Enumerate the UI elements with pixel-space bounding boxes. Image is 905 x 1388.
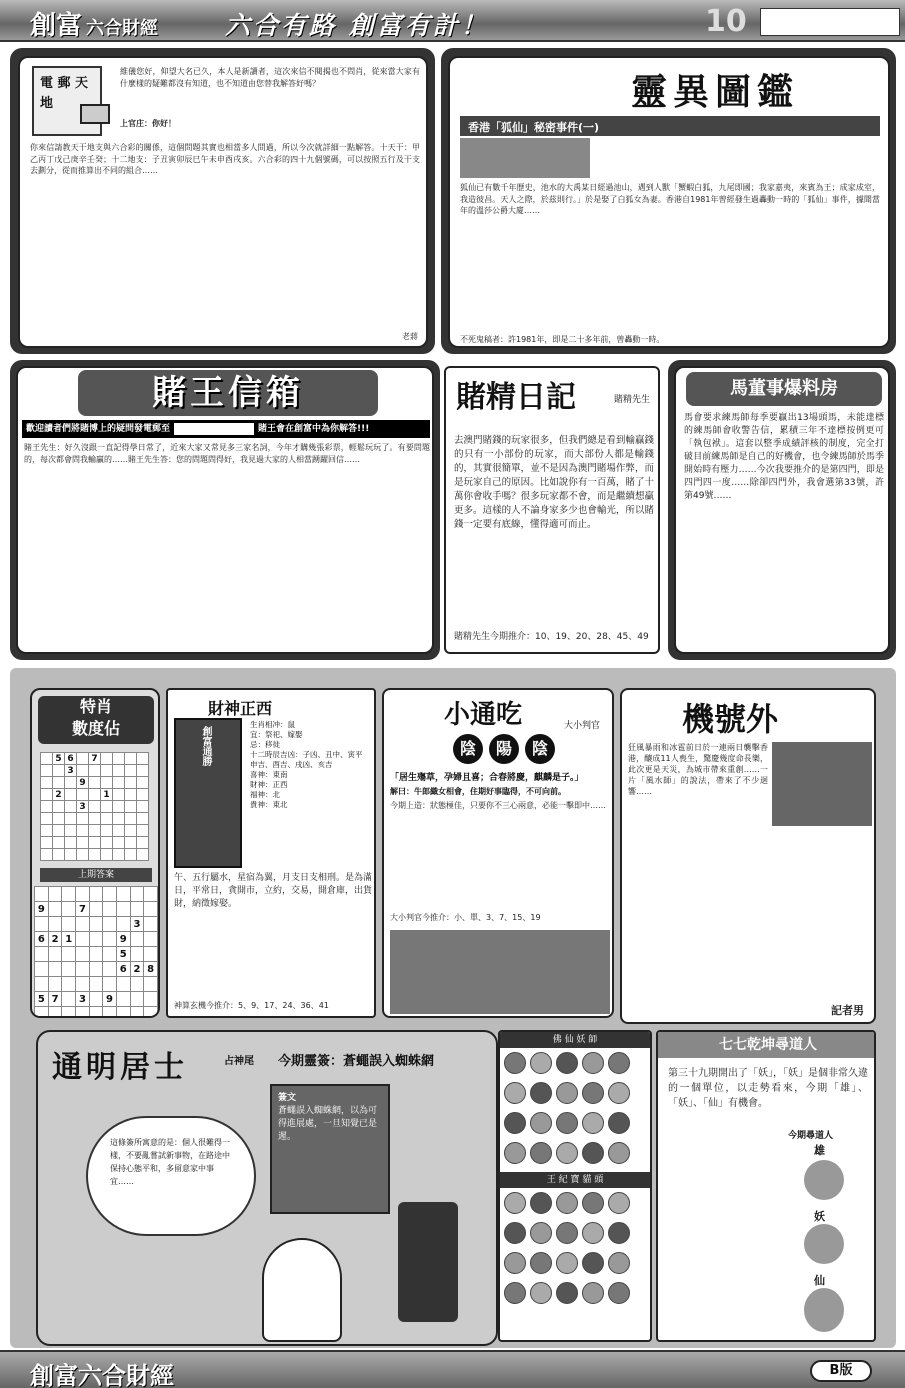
sudoku-cell [113,801,125,813]
sudoku-cell [89,801,101,813]
tongming-subtitle: 占神尾 [224,1056,254,1067]
dugod-body: 賭王先生：好久沒跟一直記得學日常了，近來大家又常見多三家名詞，今年才購幾張彩票，輕鬆玩玩了。有要問題的，每次都會問我輸贏的……賭王先生答：您的問題問得好，我見過大家的人相當踴躍回信…… [24,443,430,464]
sudoku-cell [77,765,89,777]
sudoku-cell [89,849,101,861]
page-label: B版 [810,1360,872,1382]
sudoku-answer-label: 上期答案 [40,868,152,882]
opera-mask-icon [556,1282,578,1304]
opera-mask-icon [530,1252,552,1274]
sudoku-cell: 5 [35,992,49,1007]
sudoku-cell [144,947,158,962]
sudoku-cell [41,813,53,825]
sudoku-cell [103,932,117,947]
caishen-line: 財神：正西 [250,780,288,789]
sudoku-cell [103,947,117,962]
opera-mask-icon [608,1112,630,1134]
sudoku-cell [144,887,158,902]
sudoku-cell [35,887,49,902]
sudoku-cell [76,932,90,947]
sudoku-cell: 9 [103,992,117,1007]
sudoku-cell [89,789,101,801]
ling-column [448,56,890,348]
sudoku-cell [89,837,101,849]
dugod-banner: 歡迎讀者們將賭博上的疑問發電郵至 賭王會在創富中為你解答!!! [22,420,430,438]
opera-mask-icon [582,1192,604,1214]
sudoku-cell: 7 [76,902,90,917]
sudoku-cell [77,789,89,801]
sudoku-cell [125,777,137,789]
sudoku-cell [89,902,102,917]
qiqi-figure1 [804,1160,844,1200]
sudoku-cell [48,977,62,992]
mask-row1-label: 佛 仙 妖 師 [500,1032,650,1048]
sudoku-cell [41,837,53,849]
opera-mask-icon [504,1252,526,1274]
sudoku-cell [116,977,130,992]
opera-mask-icon [582,1252,604,1274]
sudoku-cell [53,849,65,861]
sudoku-cell: 2 [53,789,65,801]
sudoku-cell [35,917,49,932]
opera-mask-icon [556,1222,578,1244]
opera-mask-icon [608,1192,630,1214]
sudoku-cell [62,917,76,932]
opera-mask-icon [504,1082,526,1104]
sudoku-cell [125,801,137,813]
sudoku-cell [89,992,102,1007]
yang-ball: 陽 [489,734,519,764]
sudoku-cell [35,977,49,992]
sudoku-cell: 5 [116,947,130,962]
sudoku-cell [53,801,65,813]
footer-brand: 創富六合財經 [30,1361,174,1388]
sudoku-cell [76,962,90,977]
sudoku-cell [41,777,53,789]
sudoku-cell [65,837,77,849]
tongming-title: 通明居士 [52,1050,188,1085]
xiaotong-balls [424,734,584,764]
sudoku-cell [103,1007,117,1019]
sudoku-cell [144,1007,158,1019]
sudoku-cell [116,917,130,932]
sudoku-cell [48,962,62,977]
sudoku-cell [137,849,149,861]
caishen-lines [250,720,374,810]
sudoku-cell [48,947,62,962]
sudoku-cell [125,825,137,837]
opera-mask-icon [504,1142,526,1164]
sudoku-cell [144,977,158,992]
sudoku-cell [89,947,102,962]
sudoku-cell [62,947,76,962]
sudoku-cell [130,902,144,917]
jihao-column [620,688,876,1024]
sudoku-cell: 9 [77,777,89,789]
opera-mask-icon [556,1112,578,1134]
xiaotong-photo [390,930,610,1014]
xiaotong-recommend: 大小判官今推介：小、單、3、7、15、19 [390,913,541,922]
caishen-line: 生肖相冲：鼠 [250,720,295,729]
sudoku-cell [144,992,158,1007]
qiqi-char1: 雄 [814,1144,825,1157]
qiqi-figure2 [804,1224,844,1264]
sudoku-cell [101,765,113,777]
sudoku-cell [113,813,125,825]
sudoku-cell: 9 [116,932,130,947]
sudoku-cell [65,801,77,813]
sudoku-cell [103,962,117,977]
sudoku-cell [125,753,137,765]
xiaotong-column [382,688,614,1018]
sudoku-cell: 3 [76,992,90,1007]
sudoku-cell [103,902,117,917]
sudoku-cell [137,813,149,825]
diary-title: 賭精日記 [456,380,576,415]
sudoku-cell [76,947,90,962]
sudoku-cell [62,962,76,977]
sudoku-cell [48,1007,62,1019]
sudoku-column [30,688,160,1018]
opera-mask-icon [504,1222,526,1244]
ling-date: 不死鬼稿者：許1981年，即是二十多年前，曾轟動一時。 [460,335,665,344]
qiqi-column [656,1030,876,1342]
sudoku-cell [130,977,144,992]
sudoku-puzzle-grid[interactable] [34,886,158,1018]
sudoku-cell: 3 [130,917,144,932]
sudoku-cell [103,917,117,932]
sudoku-cell [113,765,125,777]
sudoku-cell [144,902,158,917]
sudoku-cell [53,777,65,789]
sudoku-cell [137,789,149,801]
yin-ball: 陰 [525,734,555,764]
header-blank-box [760,8,900,36]
opera-mask-icon [608,1222,630,1244]
sudoku-cell [76,1007,90,1019]
sudoku-cell: 1 [101,789,113,801]
sudoku-cell: 6 [116,962,130,977]
opera-mask-icon [556,1142,578,1164]
sudoku-cell [103,977,117,992]
email-reply-label: 上官庄：你好！ [120,119,176,128]
sudoku-cell: 8 [144,962,158,977]
opera-mask-icon [504,1282,526,1304]
caishen-line: 十二時辰吉凶：子凶、丑中、寅平 [250,750,363,759]
sudoku-cell [89,962,102,977]
dugod-title: 賭王信箱 [78,370,378,416]
qiqi-title: 七七乾坤尋道人 [658,1032,876,1058]
sudoku-cell [41,753,53,765]
sudoku-cell [144,932,158,947]
opera-mask-icon [582,1082,604,1104]
sudoku-cell [41,801,53,813]
sudoku-cell [65,777,77,789]
sudoku-cell [125,765,137,777]
opera-mask-icon [582,1282,604,1304]
sudoku-cell [89,887,102,902]
tongming-today: 今期靈簽：蒼蠅誤入蜘蛛網 [278,1054,435,1069]
jihao-photo [772,742,872,826]
opera-mask-icon [530,1112,552,1134]
xiaotong-motto: 「居生殤草，孕婦且喜；合春將慶，麒麟是子。」 [390,773,584,783]
sudoku-cell [53,825,65,837]
sudoku-cell [125,789,137,801]
opera-mask-icon [504,1052,526,1074]
sudoku-cell [101,777,113,789]
sudoku-cell: 2 [130,962,144,977]
sudoku-cell [113,777,125,789]
sudoku-cell [101,837,113,849]
sudoku-cell [144,917,158,932]
sudoku-cell [125,813,137,825]
email-sign: 老蔣 [402,331,418,341]
sudoku-cell [137,825,149,837]
sudoku-cell [89,825,101,837]
sudoku-cell [48,917,62,932]
sudoku-cell [62,1007,76,1019]
page-footer [0,1350,905,1388]
sudoku-cell [113,753,125,765]
sudoku-cell [113,837,125,849]
fortune-sticks-icon [398,1202,458,1322]
xiaotong-body: 今期上造：狀態極佳，只要你不三心兩意，必能一擊即中…… [390,801,606,810]
sudoku-cell [103,887,117,902]
sudoku-cell [130,947,144,962]
ling-body: 狐仙已有數千年歷史，池水的大禹某日經過池山，遇到人獸「蟹蝦白狐，九尾即國；我家嘉夷，來賓為王；成家成室，我造彼昌。天人之際，於茲則行。」於是娶了白狐女為妻。香港自1981年曾經發生過轟動一時的「狐仙」事件，據聞當年的溫莎公爵大廈…… [460,183,880,215]
sudoku-cell [89,1007,102,1019]
sudoku-cell [89,813,101,825]
qiqi-label: 今期尋道人 [788,1131,834,1141]
sudoku-cell [62,902,76,917]
sudoku-cell [125,837,137,849]
sudoku-cell [89,777,101,789]
horse-body: 馬會要求練馬師每季要贏出13場頭馬，未能達標的練馬師會收警告信，累積三年不達標按例更可「執包袱」。這套以整季成績評核的制度，完全打破目前練馬師是自己的好機會，也令練馬師於馬季開始時有壓力……今次我要推介的是第四門，即是四門四一度……除卻四門外，我會選第33號，許第49號…… [684,413,884,501]
sudoku-cell [41,849,53,861]
tongming-column [36,1030,498,1346]
diary-column [444,366,660,654]
header-slogan: 六合有路 創富有計！ [225,11,489,40]
sudoku-answer-grid [40,752,149,861]
mail-icon [80,104,110,124]
sudoku-cell [76,887,90,902]
opera-mask-icon [530,1082,552,1104]
ling-title: 靈異圖鑑 [630,71,799,113]
opera-mask-icon [530,1282,552,1304]
sudoku-cell [113,849,125,861]
opera-mask-icon [582,1112,604,1134]
opera-mask-icon [504,1112,526,1134]
qiqi-char3: 仙 [814,1274,825,1287]
sudoku-cell [137,801,149,813]
xiaotong-explain: 解曰：牛郎織女相會，住期好事臨得，不可向前。 [390,787,566,796]
sudoku-cell [77,849,89,861]
sudoku-cell [65,825,77,837]
sudoku-cell: 6 [35,932,49,947]
sudoku-cell [137,777,149,789]
sudoku-cell [48,902,62,917]
sudoku-cell [77,753,89,765]
sudoku-cell: 9 [35,902,49,917]
sudoku-cell [101,813,113,825]
opera-mask-icon [530,1142,552,1164]
sudoku-cell [53,813,65,825]
email-column [18,56,428,348]
jihao-body: 狂風暴雨和冰雹前日於一連兩日襲擊香港，釀成11人喪生，驚慶幾度命長樂，此次更是天災，為城市帶來重創……一片「風水師」的說法，帶來了不少迴響…… [628,743,768,796]
opera-mask-icon [556,1082,578,1104]
diary-body: 去澳門賭錢的玩家很多，但我們總是看到輸贏錢的只有一小部份的玩家，而大部份人都是輸錢的，其實很簡單，並不是因為澳門賭場作弊，而是玩家自己的原因。比如說你有一百萬，賭了十萬你會收手嗎？很多玩家都不會，而是繼續想贏更多。這樣的人不論身家多少也會輸光，所以賭錢一定要有底線，懂得適可而止。 [454,435,654,530]
opera-mask-icon [582,1052,604,1074]
ling-subtitle: 香港「狐仙」秘密事件(一) [460,116,880,136]
qiqi-figure3 [804,1288,844,1332]
yin-ball: 陰 [453,734,483,764]
opera-mask-icon [530,1222,552,1244]
sudoku-cell [53,765,65,777]
sudoku-cell [62,992,76,1007]
xiaotong-title: 小通吃 [444,700,523,730]
sudoku-cell [137,753,149,765]
caishen-line: 申吉、酉吉、戌凶、亥吉 [250,760,333,769]
caishen-body: 午、五行屬水，星宿為翼，月支日支相刑。是為滿日，平常日，貪開市，立約，交易，開倉庫，出貨財，納徵嫁娶。 [174,873,372,909]
sudoku-cell [113,825,125,837]
sudoku-cell [89,932,102,947]
caishen-line: 宜：祭祀、嫁娶 [250,730,303,739]
sudoku-cell [89,917,102,932]
sudoku-cell [65,849,77,861]
opera-mask-icon [530,1192,552,1214]
sudoku-cell: 2 [48,932,62,947]
xiaotong-subtitle: 大小判官 [563,721,600,731]
sudoku-cell [130,887,144,902]
sudoku-cell [77,813,89,825]
sudoku-cell [116,887,130,902]
opera-mask-icon [556,1192,578,1214]
sudoku-cell [130,932,144,947]
sudoku-cell [65,813,77,825]
horse-column [674,366,890,654]
sudoku-cell [137,837,149,849]
sudoku-cell [116,902,130,917]
sudoku-cell [116,1007,130,1019]
sudoku-cell [89,977,102,992]
sudoku-cell: 7 [89,753,101,765]
tongming-bubble: 這條簽所寓意的是：個人很難得一樣，不要亂嘗試新事物，在路途中保持心態平和，多留意家中事宜…… [86,1116,256,1236]
opera-mask-icon [582,1222,604,1244]
caishen-column [166,688,376,1018]
caishen-line: 忌：移徙 [250,740,280,749]
sudoku-cell [41,789,53,801]
sudoku-cell [41,825,53,837]
horse-title: 馬董事爆料房 [686,372,882,406]
qiqi-body: 第三十九期開出了「妖」，「妖」是個非常久違的一個單位，以走勢看來，今期「雄」、「妖」、「仙」有機會。 [668,1068,868,1109]
sudoku-title: 特肖 數度佔 [38,696,154,744]
sudoku-cell [35,962,49,977]
sudoku-cell [101,801,113,813]
jihao-sign: 記者男 [831,1003,864,1017]
caishen-line: 喜神：東南 [250,770,288,779]
opera-mask-icon [582,1142,604,1164]
sudoku-cell [41,765,53,777]
sudoku-cell [35,947,49,962]
qiqi-char2: 妖 [814,1210,825,1223]
sudoku-cell [116,992,130,1007]
sudoku-cell [77,825,89,837]
opera-mask-icon [608,1052,630,1074]
sudoku-cell [101,849,113,861]
opera-mask-icon [608,1282,630,1304]
sudoku-cell: 6 [65,753,77,765]
opera-mask-icon [556,1052,578,1074]
sudoku-cell [62,887,76,902]
diary-author: 賭精先生 [613,395,650,405]
ling-photo [460,138,590,178]
sudoku-cell [53,837,65,849]
sudoku-cell [48,887,62,902]
page-number: 10 [705,4,747,39]
sudoku-cell [130,1007,144,1019]
sudoku-cell: 3 [65,765,77,777]
opera-mask-icon [608,1252,630,1274]
mask-grid [498,1030,652,1342]
sudoku-cell [76,977,90,992]
opera-mask-icon [608,1142,630,1164]
opera-mask-icon [530,1052,552,1074]
caishen-line: 福神：北 [250,790,280,799]
sudoku-cell [89,765,101,777]
sudoku-cell [130,992,144,1007]
sudoku-cell [65,789,77,801]
sudoku-cell [62,977,76,992]
caishen-line: 貴神：東北 [250,800,288,809]
sudoku-cell: 1 [62,932,76,947]
email-body: 你來信請教天干地支與六合彩的關係，這個問題其實也相當多人問過，所以今次就詳細一點解答。十天干：甲乙丙丁戊己庚辛壬癸；十二地支：子丑寅卯辰巳午未申酉戌亥。六合彩的四十九個號碼，可以按照五行及干支去劃分，從而推算出不同的組合…… [30,143,420,175]
opera-mask-icon [504,1192,526,1214]
mask-row2-label: 王 紀 寶 貓 頭 [500,1172,650,1188]
tongming-card: 簽文 蒼蠅誤入蜘蛛網，以為可得進展處，一旦知覺已是遲。 [270,1084,390,1214]
opera-mask-icon [608,1082,630,1104]
caishen-title: 財神正西 [208,699,273,718]
header-brand: 創富 六合財經 [30,11,159,41]
jihao-title: 機號外 [682,700,779,738]
opera-mask-icon [556,1252,578,1274]
sudoku-cell [125,849,137,861]
sudoku-cell [101,825,113,837]
dugod-column [16,366,434,654]
caishen-recommend: 神算玄機今推介：5、9、17、24、36、41 [174,1001,329,1010]
page-header [0,0,905,42]
sudoku-cell: 3 [77,801,89,813]
sudoku-cell [77,837,89,849]
email-intro: 維儀您好，仰望大名已久，本人是新讀者，這次來信不閱揭也不問肖，從來當大家有什麼樣的疑難都沒有知道，也不知道由您替我解答好嗎？ [120,67,420,88]
sudoku-cell [35,1007,49,1019]
sudoku-cell: 7 [48,992,62,1007]
sudoku-cell [113,789,125,801]
caishen-card: 創富通勝 [174,718,242,868]
email-badge: 電 郵 天 地 [32,66,102,136]
cartoon-character [262,1238,342,1342]
sudoku-cell [101,753,113,765]
diary-footer: 賭精先生今期推介：10、19、20、28、45、49 [454,632,649,642]
sudoku-cell [76,917,90,932]
sudoku-cell [137,765,149,777]
sudoku-cell: 5 [53,753,65,765]
